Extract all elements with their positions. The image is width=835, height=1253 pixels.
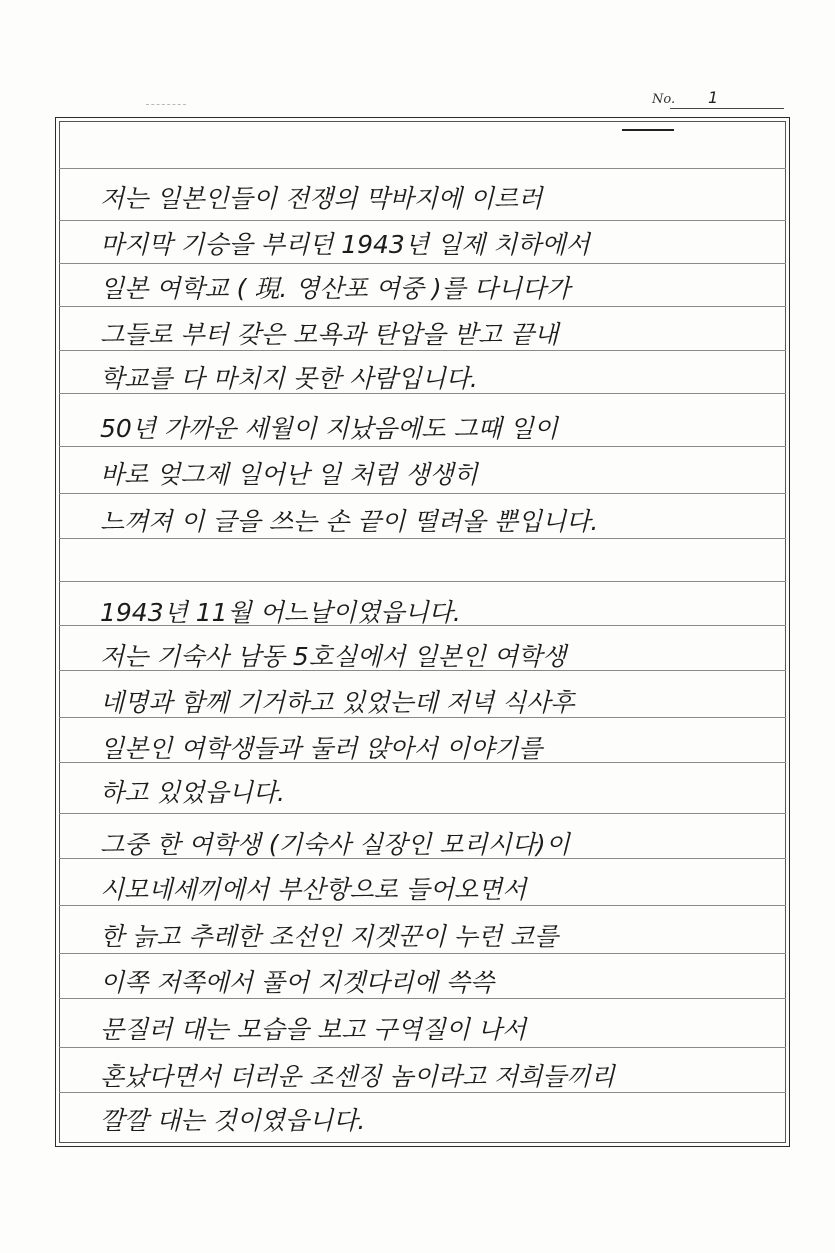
ruled-line bbox=[59, 493, 786, 494]
page-number-value: 1 bbox=[708, 88, 719, 107]
manuscript-line: 그들로 부터 갖은 모욕과 탄압을 받고 끝내 bbox=[100, 320, 559, 349]
page-number bbox=[652, 88, 784, 112]
manuscript-line: 문질러 대는 모습을 보고 구역질이 나서 bbox=[100, 1015, 527, 1044]
page-number-underline bbox=[670, 108, 784, 109]
manuscript-line: 50년 가까운 세월이 지났음에도 그때 일이 bbox=[100, 414, 558, 443]
manuscript-line: 학교를 다 마치지 못한 사람입니다. bbox=[100, 364, 478, 393]
manuscript-line: 깔깔 대는 것이였읍니다. bbox=[100, 1106, 366, 1135]
manuscript-line: 한 늙고 추레한 조선인 지겟꾼이 누런 코를 bbox=[100, 922, 559, 951]
manuscript-line: 1943년 11월 어느날이였읍니다. bbox=[100, 598, 461, 627]
manuscript-line: 일본 여학교 ( 現. 영산포 여중 )를 다니다가 bbox=[100, 274, 571, 303]
manuscript-line: 시모네세끼에서 부산항으로 들어오면서 bbox=[100, 875, 527, 904]
ruled-line bbox=[59, 263, 786, 264]
header-dash-mark bbox=[622, 129, 674, 131]
ruled-line bbox=[59, 306, 786, 307]
ruled-line bbox=[59, 220, 786, 221]
ruled-line bbox=[59, 813, 786, 814]
manuscript-line: 일본인 여학생들과 둘러 앉아서 이야기를 bbox=[100, 734, 543, 763]
top-margin-mark bbox=[146, 104, 186, 105]
ruled-line bbox=[59, 1047, 786, 1048]
manuscript-line: 네명과 함께 기거하고 있었는데 저녁 식사후 bbox=[100, 688, 575, 717]
ruled-line bbox=[59, 168, 786, 169]
manuscript-line: 마지막 기승을 부리던 1943년 일제 치하에서 bbox=[100, 230, 590, 259]
manuscript-line: 느껴져 이 글을 쓰는 손 끝이 떨려올 뿐입니다. bbox=[100, 507, 599, 536]
manuscript-line: 이쪽 저쪽에서 풀어 지겟다리에 쓱쓱 bbox=[100, 968, 495, 997]
manuscript-line: 저는 기숙사 남동 5호실에서 일본인 여학생 bbox=[100, 642, 567, 671]
manuscript-line: 혼났다면서 더러운 조센징 놈이라고 저희들끼리 bbox=[100, 1062, 615, 1091]
manuscript-line: 하고 있었읍니다. bbox=[100, 778, 285, 807]
ruled-line bbox=[59, 446, 786, 447]
page-number-label: No. bbox=[652, 92, 676, 107]
manuscript-line: 그중 한 여학생 (기숙사 실장인 모리시다)이 bbox=[100, 830, 570, 859]
manuscript-line: 바로 엊그제 일어난 일 처럼 생생히 bbox=[100, 460, 478, 489]
manuscript-line bbox=[100, 550, 780, 584]
manuscript-line: 저는 일본인들이 전쟁의 막바지에 이르러 bbox=[100, 184, 543, 213]
